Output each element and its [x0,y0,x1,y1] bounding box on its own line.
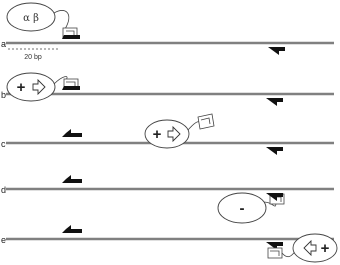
primer-forward-e [62,225,82,233]
sign-plus-c: + [152,126,162,143]
primer-reverse-b [266,98,283,106]
sign-minus-d: - [239,200,245,217]
tether-a [54,10,69,29]
protein-oval-c [145,120,189,148]
primer-forward-b [62,86,80,90]
primer-forward-a [62,35,80,39]
tether-c [188,122,200,130]
sign-plus-e: + [320,240,330,257]
protein-oval-b [7,73,55,101]
sign-plus-b: + [16,79,26,96]
row-d [1,175,334,223]
flag-c [198,114,214,129]
repressor-complex-d [218,193,284,223]
row-a [1,3,334,61]
row-e [1,225,337,262]
row-label-a: a [1,39,7,49]
row-c [1,114,334,155]
row-label-c: c [1,139,6,149]
primer-reverse-a [268,47,285,55]
activator-complex-b [7,73,80,101]
primer-forward-c [62,129,82,137]
row-label-d: d [1,185,7,195]
scale-label: 20 bp [24,54,42,61]
complex-alpha-beta [7,3,80,39]
complex-label-alpha-beta: α β [23,13,39,24]
row-label-e: e [1,235,7,245]
flag-box-e [268,248,282,258]
row-b [1,73,334,106]
primer-reverse-c [266,147,283,155]
primer-forward-d [62,175,82,183]
row-label-b: b [1,90,7,100]
